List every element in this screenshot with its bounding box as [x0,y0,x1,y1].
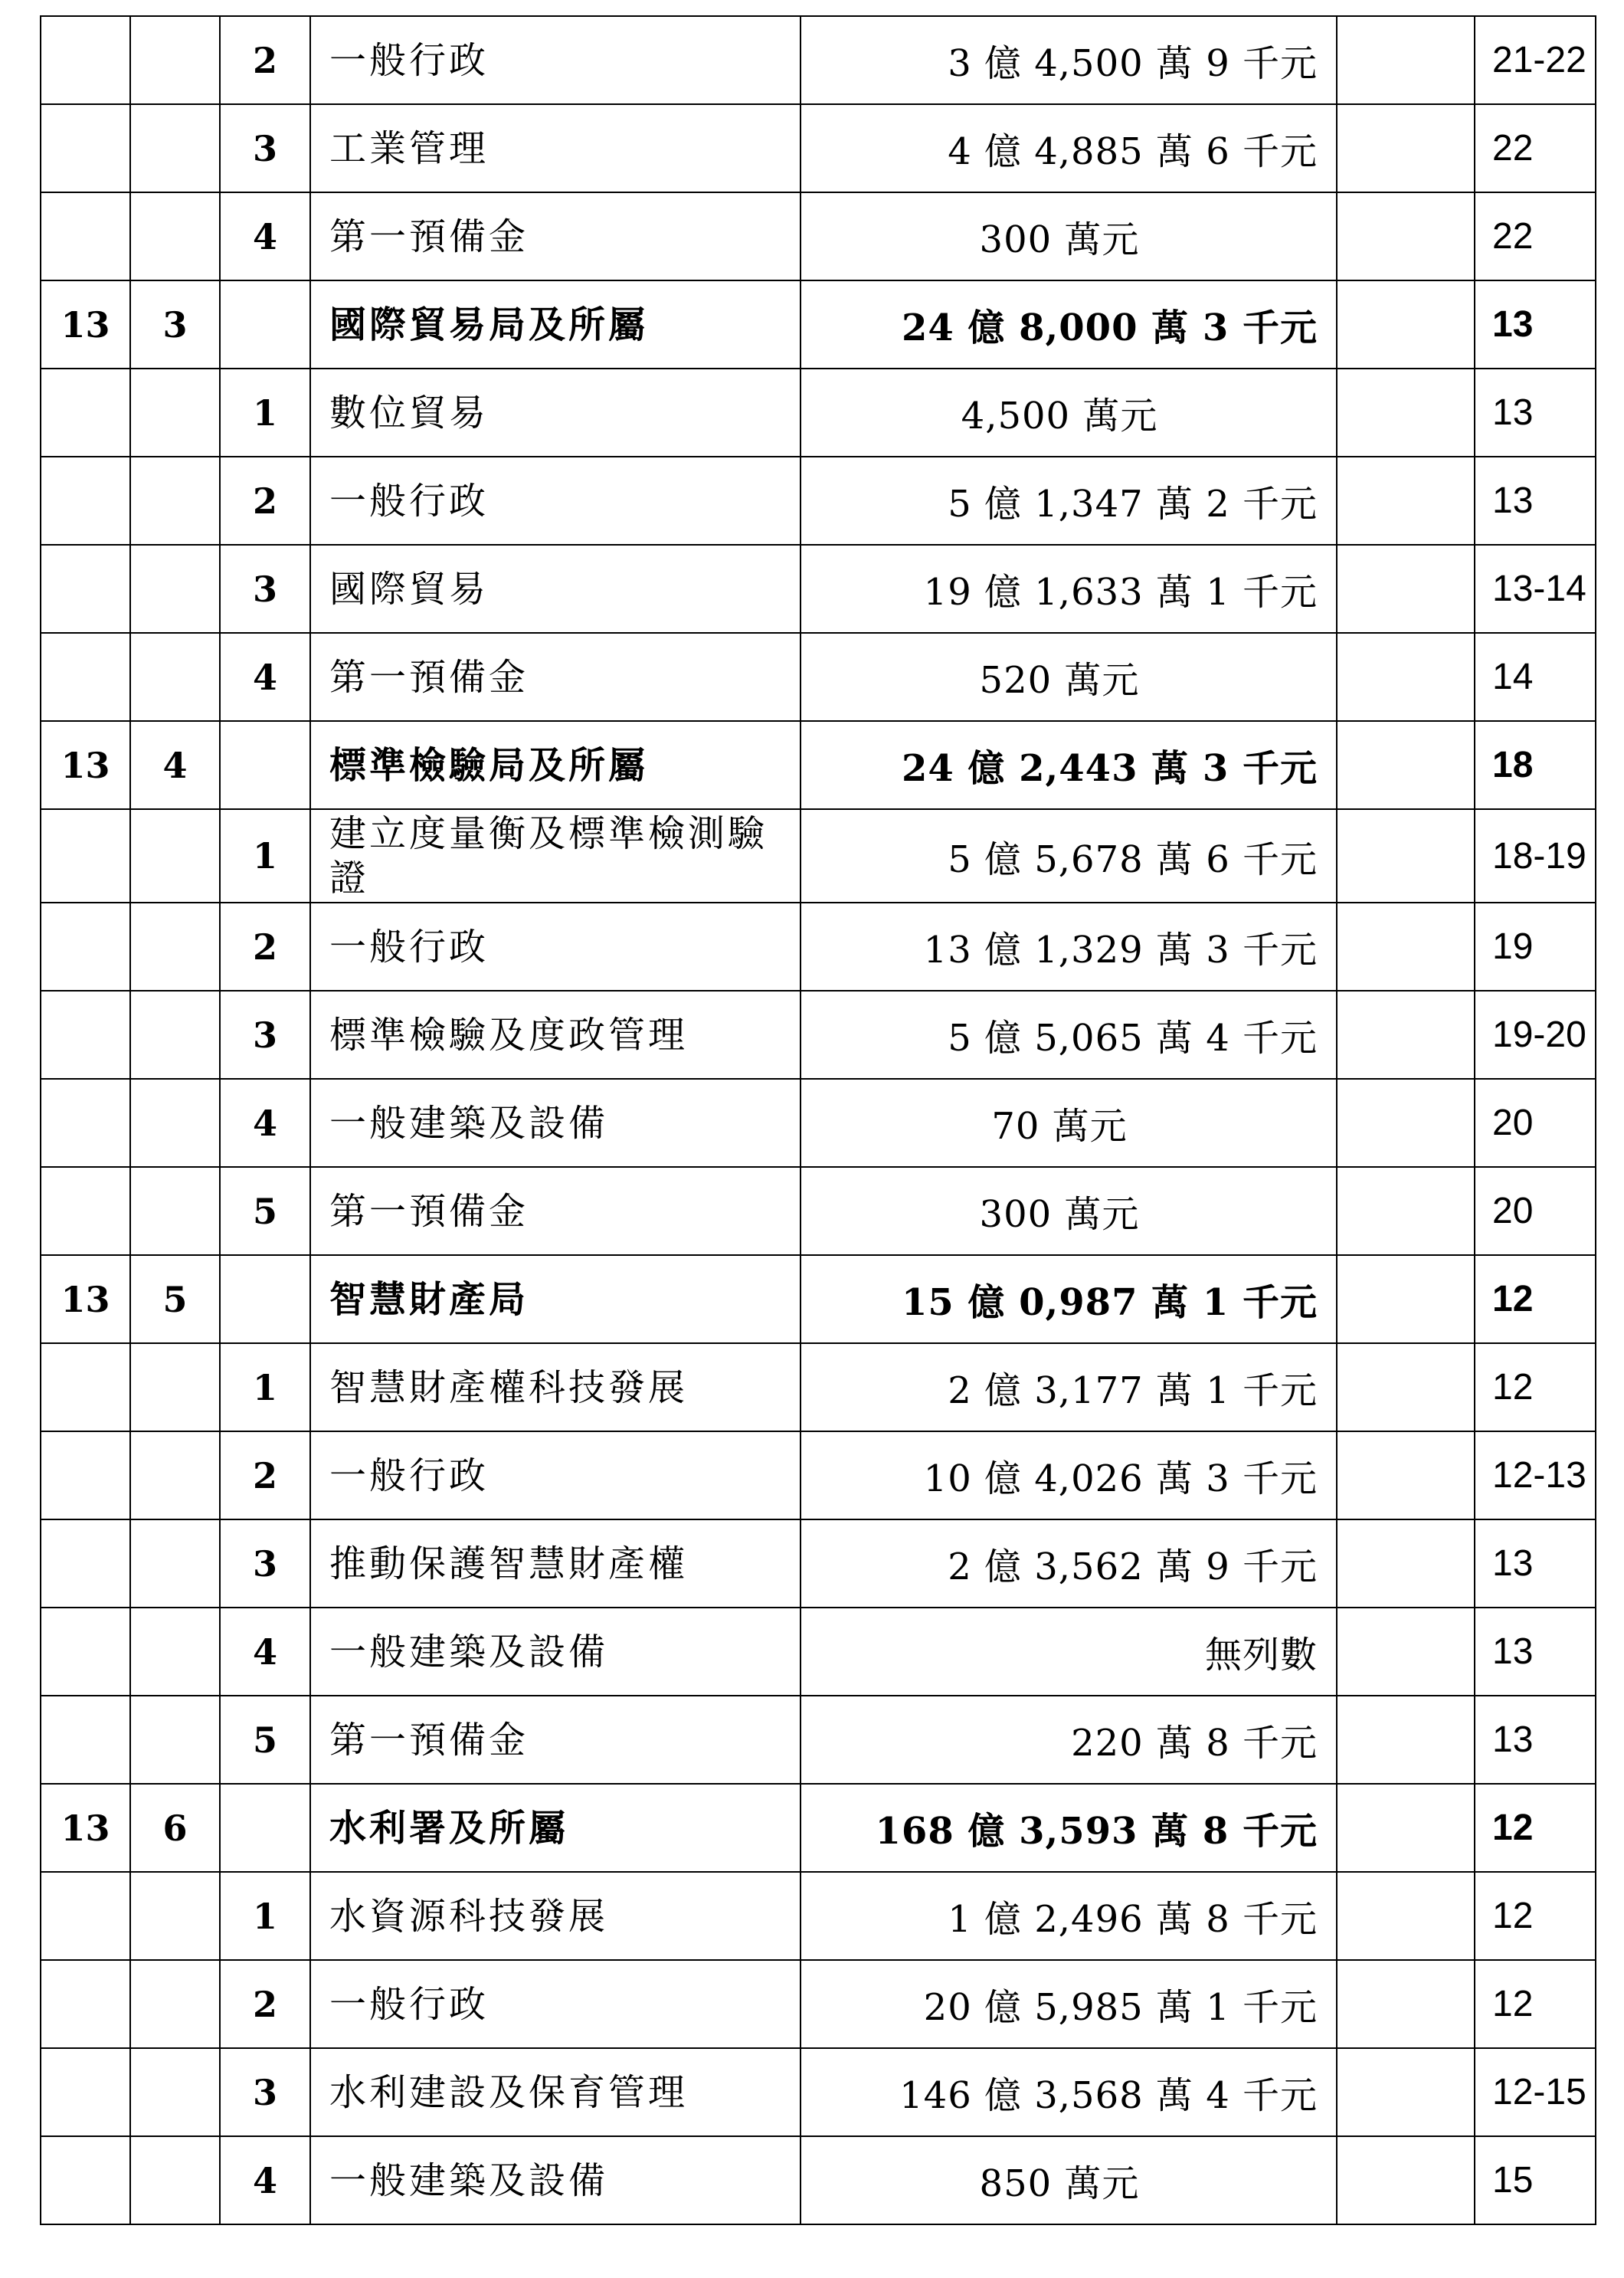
page-ref-cell: 12 [1475,1255,1596,1343]
table-row [41,903,1596,991]
section-number-cell: 13 [41,1255,130,1343]
item-name-cell: 工業管理 [310,104,801,192]
section-number-cell [41,2136,130,2224]
amount-cell: 520 萬元 [801,633,1337,721]
amount-cell: 13 億 1,329 萬 3 千元 [801,903,1337,991]
item-name-cell: 第一預備金 [310,192,801,280]
agency-row [41,1255,1596,1343]
blank-cell [1337,903,1475,991]
section-number-cell [41,1872,130,1960]
item-number-cell [220,1255,310,1343]
amount-cell: 4,500 萬元 [801,369,1337,457]
page-ref-cell: 12-13 [1475,1431,1596,1519]
agency-number-cell [130,2048,220,2136]
amount-cell: 4 億 4,885 萬 6 千元 [801,104,1337,192]
blank-cell [1337,1960,1475,2048]
table-row [41,2136,1596,2224]
item-number-cell: 4 [220,1079,310,1167]
amount-cell: 無列數 [801,1608,1337,1696]
item-name-cell: 國際貿易局及所屬 [310,280,801,369]
item-number-cell: 3 [220,991,310,1079]
blank-cell [1337,369,1475,457]
agency-number-cell [130,991,220,1079]
page-ref-cell: 19-20 [1475,991,1596,1079]
blank-cell [1337,1696,1475,1784]
item-number-cell: 1 [220,809,310,903]
blank-cell [1337,16,1475,104]
section-number-cell: 13 [41,721,130,809]
amount-cell: 15 億 0,987 萬 1 千元 [801,1255,1337,1343]
item-number-cell: 5 [220,1167,310,1255]
page-ref-cell: 12 [1475,1960,1596,2048]
section-number-cell [41,1343,130,1431]
item-number-cell: 2 [220,457,310,545]
item-number-cell: 3 [220,1519,310,1608]
agency-number-cell [130,1872,220,1960]
agency-number-cell [130,104,220,192]
item-name-cell: 推動保護智慧財產權 [310,1519,801,1608]
section-number-cell [41,633,130,721]
amount-cell: 2 億 3,177 萬 1 千元 [801,1343,1337,1431]
section-number-cell: 13 [41,1784,130,1872]
item-number-cell: 2 [220,1431,310,1519]
item-name-cell: 第一預備金 [310,633,801,721]
blank-cell [1337,721,1475,809]
agency-number-cell: 5 [130,1255,220,1343]
page-ref-cell: 21-22 [1475,16,1596,104]
section-number-cell [41,457,130,545]
table-row [41,1608,1596,1696]
item-name-cell: 國際貿易 [310,545,801,633]
agency-number-cell [130,1079,220,1167]
section-number-cell [41,1079,130,1167]
amount-cell: 220 萬 8 千元 [801,1696,1337,1784]
budget-table [40,15,1596,2225]
agency-number-cell [130,1696,220,1784]
page-ref-cell: 12 [1475,1872,1596,1960]
section-number-cell [41,991,130,1079]
page-ref-cell: 14 [1475,633,1596,721]
agency-number-cell [130,1608,220,1696]
item-number-cell [220,280,310,369]
budget-table-body [41,16,1596,2224]
blank-cell [1337,991,1475,1079]
page-ref-cell: 13 [1475,1608,1596,1696]
item-name-cell: 智慧財產局 [310,1255,801,1343]
blank-cell [1337,104,1475,192]
table-row [41,1696,1596,1784]
agency-number-cell [130,1431,220,1519]
agency-number-cell: 4 [130,721,220,809]
section-number-cell [41,2048,130,2136]
table-row [41,991,1596,1079]
page-ref-cell: 18-19 [1475,809,1596,903]
agency-number-cell [130,16,220,104]
section-number-cell: 13 [41,280,130,369]
item-number-cell: 2 [220,1960,310,2048]
agency-row [41,1784,1596,1872]
item-name-cell: 第一預備金 [310,1696,801,1784]
item-name-cell: 建立度量衡及標準檢測驗證 [310,809,801,903]
section-number-cell [41,1696,130,1784]
page-ref-cell: 12 [1475,1784,1596,1872]
table-row [41,1431,1596,1519]
section-number-cell [41,1431,130,1519]
section-number-cell [41,903,130,991]
page-ref-cell: 20 [1475,1079,1596,1167]
section-number-cell [41,369,130,457]
page-ref-cell: 18 [1475,721,1596,809]
page-ref-cell: 13 [1475,457,1596,545]
table-row [41,1872,1596,1960]
blank-cell [1337,809,1475,903]
table-row [41,1519,1596,1608]
table-row [41,1960,1596,2048]
section-number-cell [41,1960,130,2048]
item-number-cell: 1 [220,369,310,457]
agency-number-cell [130,545,220,633]
item-name-cell: 一般行政 [310,1960,801,2048]
blank-cell [1337,1519,1475,1608]
item-name-cell: 一般建築及設備 [310,1079,801,1167]
item-name-cell: 一般行政 [310,903,801,991]
table-row [41,1343,1596,1431]
amount-cell: 2 億 3,562 萬 9 千元 [801,1519,1337,1608]
table-row [41,809,1596,903]
amount-cell: 10 億 4,026 萬 3 千元 [801,1431,1337,1519]
item-name-cell: 一般建築及設備 [310,1608,801,1696]
blank-cell [1337,1255,1475,1343]
item-number-cell: 1 [220,1872,310,1960]
item-number-cell: 4 [220,192,310,280]
agency-number-cell [130,457,220,545]
budget-page [40,15,1595,2225]
item-name-cell: 智慧財產權科技發展 [310,1343,801,1431]
blank-cell [1337,280,1475,369]
section-number-cell [41,1167,130,1255]
item-name-cell: 水利署及所屬 [310,1784,801,1872]
page-ref-cell: 22 [1475,192,1596,280]
agency-number-cell [130,2136,220,2224]
agency-number-cell [130,903,220,991]
agency-row [41,721,1596,809]
page-ref-cell: 12 [1475,1343,1596,1431]
section-number-cell [41,1519,130,1608]
amount-cell: 850 萬元 [801,2136,1337,2224]
page-ref-cell: 20 [1475,1167,1596,1255]
item-name-cell: 標準檢驗局及所屬 [310,721,801,809]
amount-cell: 5 億 5,678 萬 6 千元 [801,809,1337,903]
agency-number-cell [130,1343,220,1431]
blank-cell [1337,633,1475,721]
table-row [41,633,1596,721]
item-name-cell: 一般行政 [310,457,801,545]
page-ref-cell: 13 [1475,1519,1596,1608]
item-number-cell: 3 [220,545,310,633]
blank-cell [1337,1872,1475,1960]
section-number-cell [41,16,130,104]
item-number-cell [220,1784,310,1872]
agency-number-cell [130,809,220,903]
table-row [41,16,1596,104]
table-row [41,192,1596,280]
item-number-cell: 5 [220,1696,310,1784]
blank-cell [1337,1784,1475,1872]
blank-cell [1337,2048,1475,2136]
amount-cell: 1 億 2,496 萬 8 千元 [801,1872,1337,1960]
agency-number-cell [130,633,220,721]
blank-cell [1337,1608,1475,1696]
table-row [41,104,1596,192]
page-ref-cell: 13 [1475,1696,1596,1784]
page-ref-cell: 15 [1475,2136,1596,2224]
amount-cell: 168 億 3,593 萬 8 千元 [801,1784,1337,1872]
table-row [41,2048,1596,2136]
blank-cell [1337,1079,1475,1167]
item-number-cell: 2 [220,903,310,991]
section-number-cell [41,104,130,192]
amount-cell: 146 億 3,568 萬 4 千元 [801,2048,1337,2136]
item-name-cell: 水資源科技發展 [310,1872,801,1960]
item-name-cell: 第一預備金 [310,1167,801,1255]
agency-number-cell [130,1167,220,1255]
amount-cell: 300 萬元 [801,192,1337,280]
amount-cell: 5 億 5,065 萬 4 千元 [801,991,1337,1079]
item-name-cell: 標準檢驗及度政管理 [310,991,801,1079]
blank-cell [1337,2136,1475,2224]
table-row [41,369,1596,457]
section-number-cell [41,545,130,633]
item-name-cell: 一般建築及設備 [310,2136,801,2224]
blank-cell [1337,192,1475,280]
section-number-cell [41,1608,130,1696]
item-number-cell: 4 [220,633,310,721]
agency-row [41,280,1596,369]
agency-number-cell: 6 [130,1784,220,1872]
item-number-cell: 3 [220,104,310,192]
table-row [41,545,1596,633]
blank-cell [1337,1343,1475,1431]
blank-cell [1337,1431,1475,1519]
item-name-cell: 數位貿易 [310,369,801,457]
item-name-cell: 水利建設及保育管理 [310,2048,801,2136]
amount-cell: 19 億 1,633 萬 1 千元 [801,545,1337,633]
amount-cell: 20 億 5,985 萬 1 千元 [801,1960,1337,2048]
amount-cell: 3 億 4,500 萬 9 千元 [801,16,1337,104]
item-name-cell: 一般行政 [310,1431,801,1519]
item-number-cell: 2 [220,16,310,104]
amount-cell: 24 億 8,000 萬 3 千元 [801,280,1337,369]
agency-number-cell: 3 [130,280,220,369]
amount-cell: 24 億 2,443 萬 3 千元 [801,721,1337,809]
page-ref-cell: 13-14 [1475,545,1596,633]
agency-number-cell [130,1519,220,1608]
item-number-cell: 1 [220,1343,310,1431]
agency-number-cell [130,192,220,280]
amount-cell: 70 萬元 [801,1079,1337,1167]
section-number-cell [41,192,130,280]
table-row [41,1167,1596,1255]
amount-cell: 5 億 1,347 萬 2 千元 [801,457,1337,545]
item-number-cell [220,721,310,809]
item-number-cell: 4 [220,2136,310,2224]
amount-cell: 300 萬元 [801,1167,1337,1255]
page-ref-cell: 13 [1475,280,1596,369]
agency-number-cell [130,369,220,457]
agency-number-cell [130,1960,220,2048]
page-ref-cell: 13 [1475,369,1596,457]
page-ref-cell: 12-15 [1475,2048,1596,2136]
table-row [41,457,1596,545]
blank-cell [1337,1167,1475,1255]
item-number-cell: 3 [220,2048,310,2136]
page-ref-cell: 22 [1475,104,1596,192]
item-number-cell: 4 [220,1608,310,1696]
item-name-cell: 一般行政 [310,16,801,104]
table-row [41,1079,1596,1167]
section-number-cell [41,809,130,903]
page-ref-cell: 19 [1475,903,1596,991]
blank-cell [1337,457,1475,545]
blank-cell [1337,545,1475,633]
